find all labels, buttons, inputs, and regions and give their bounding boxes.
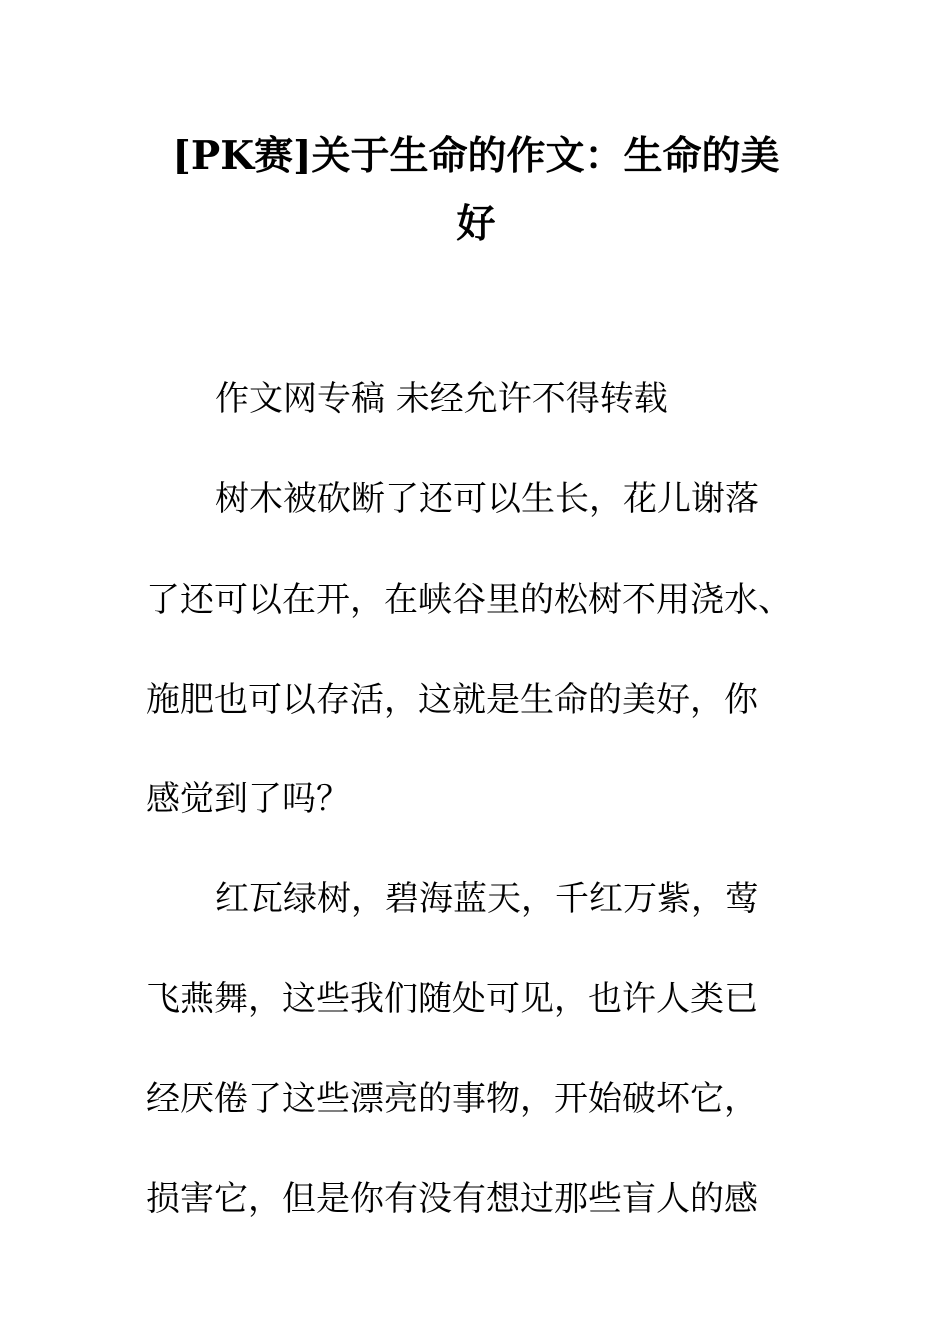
title-line-2: 好 — [456, 201, 496, 247]
paragraph-2-line-2: 飞燕舞，这些我们随处可见，也许人类已 — [146, 979, 758, 1019]
title-line-1: [PK赛]关于生命的作文：生命的美 — [172, 133, 780, 179]
paragraph-1-line-4: 感觉到了吗？ — [146, 779, 350, 819]
document-title — [146, 122, 806, 258]
paragraph-1-line-2: 了还可以在开，在峡谷里的松树不用浇水、 — [146, 580, 792, 620]
paragraph-2-line-3: 经厌倦了这些漂亮的事物，开始破坏它， — [146, 1079, 758, 1119]
byline: 作文网专稿 未经允许不得转载 — [215, 379, 668, 419]
paragraph-2-line-4: 损害它，但是你有没有想过那些盲人的感 — [146, 1179, 758, 1219]
paragraph-1-line-1: 树木被砍断了还可以生长，花儿谢落 — [215, 479, 759, 519]
paragraph-2-line-1: 红瓦绿树，碧海蓝天，千红万紫，莺 — [215, 879, 759, 919]
paragraph-1-line-3: 施肥也可以存活，这就是生命的美好，你 — [146, 680, 758, 720]
